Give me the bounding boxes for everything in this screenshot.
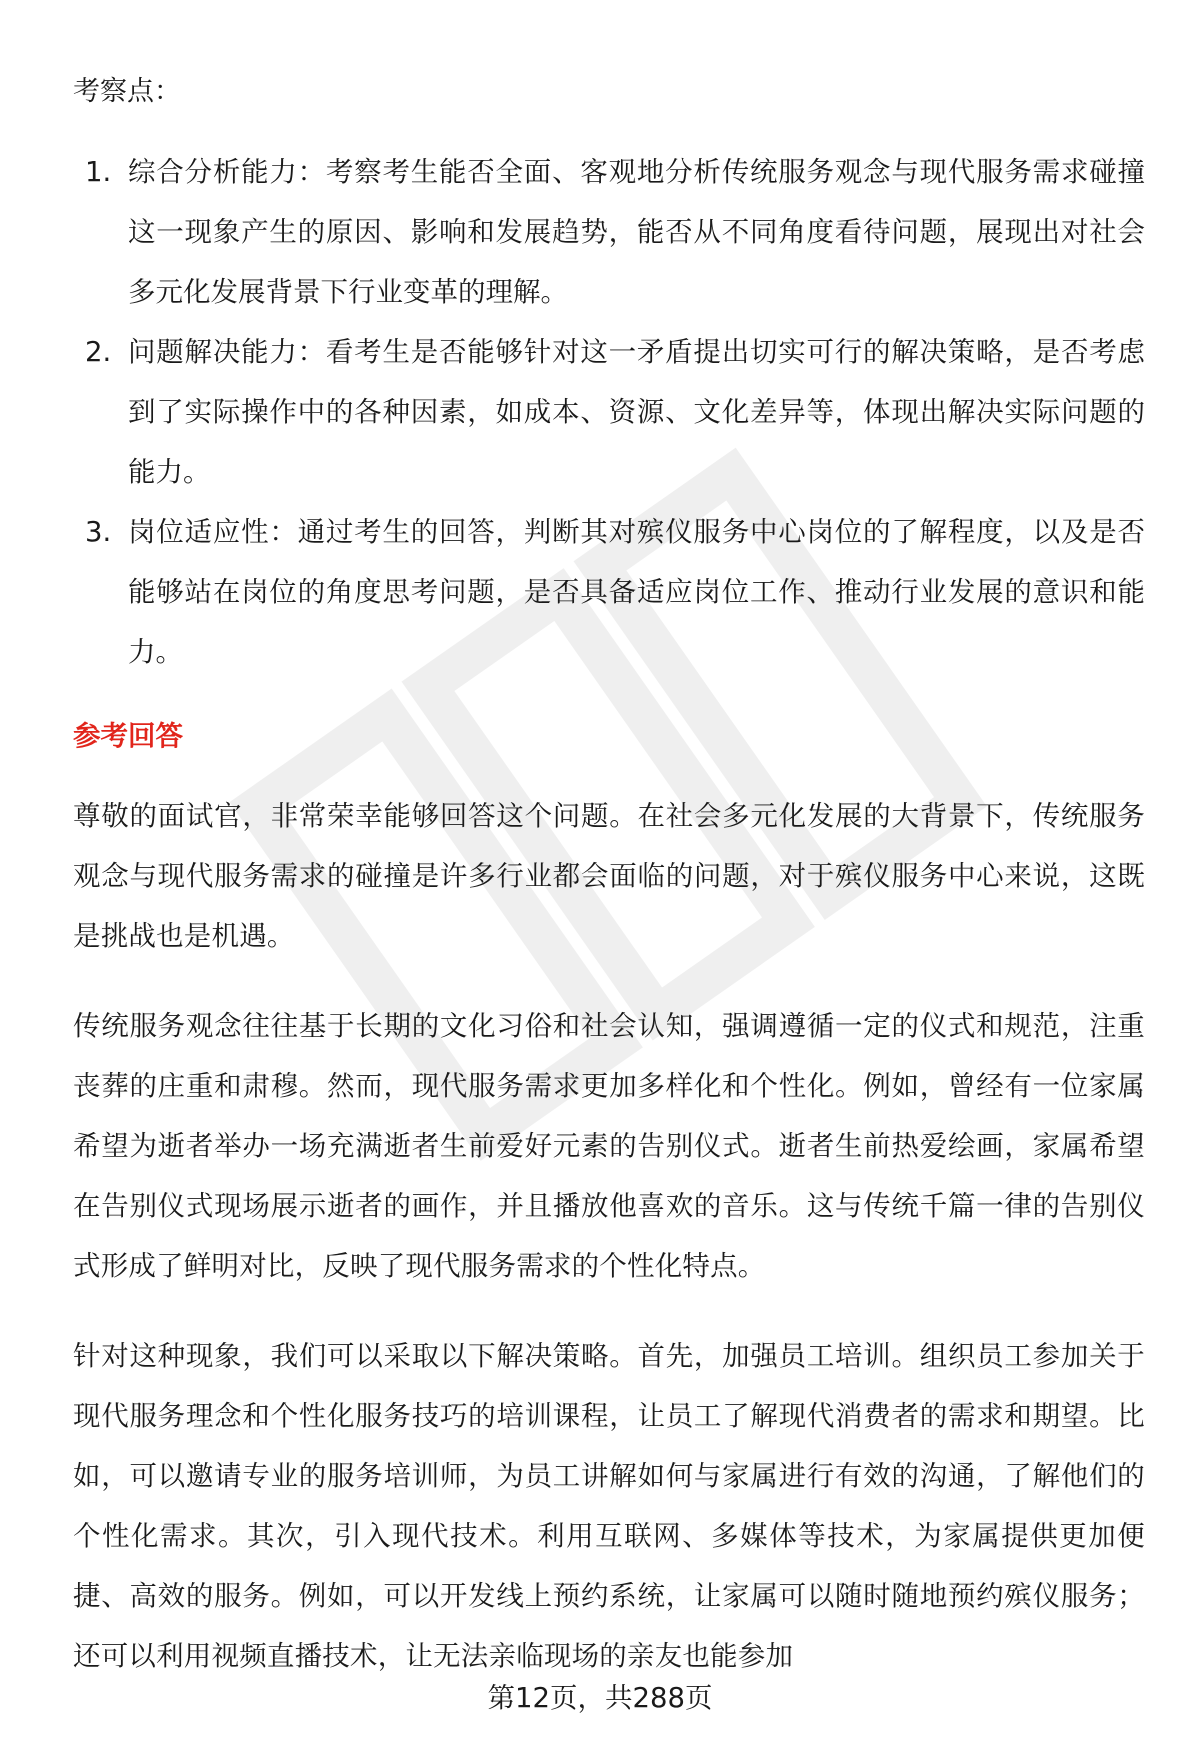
list-item bbox=[73, 142, 1145, 322]
list-item-number: 3. bbox=[85, 516, 112, 548]
answer-heading: 参考回答 bbox=[73, 720, 183, 752]
list-item bbox=[73, 322, 1145, 502]
answer-paragraph: 传统服务观念往往基于长期的文化习俗和社会认知，强调遵循一定的仪式和规范，注重丧葬的庄重和肃穆。然而，现代服务需求更加多样化和个性化。例如，曾经有一位家属希望为逝者举办一场充满逝者生前爱好元素的告别仪式。逝者生前热爱绘画，家属希望在告别仪式现场展示逝者的画作，并且播放他喜欢的音乐。这与传统千篇一律的告别仪式形成了鲜明对比，反映了现代服务需求的个性化特点。 bbox=[73, 1010, 1145, 1282]
answer-paragraph: 尊敬的面试官，非常荣幸能够回答这个问题。在社会多元化发展的大背景下，传统服务观念与现代服务需求的碰撞是许多行业都会面临的问题，对于殡仪服务中心来说，这既是挑战也是机遇。 bbox=[73, 800, 1145, 952]
document-content bbox=[73, 62, 1145, 1716]
list-item-text: 综合分析能力：考察考生能否全面、客观地分析传统服务观念与现代服务需求碰撞这一现象产生的原因、影响和发展趋势，能否从不同角度看待问题，展现出对社会多元化发展背景下行业变革的理解。 bbox=[128, 156, 1145, 308]
list-item-text: 问题解决能力：看考生是否能够针对这一矛盾提出切实可行的解决策略，是否考虑到了实际操作中的各种因素，如成本、资源、文化差异等，体现出解决实际问题的能力。 bbox=[128, 336, 1145, 488]
assessment-points-list bbox=[73, 142, 1145, 682]
list-item bbox=[73, 502, 1145, 682]
list-item-text: 岗位适应性：通过考生的回答，判断其对殡仪服务中心岗位的了解程度，以及是否能够站在岗位的角度思考问题，是否具备适应岗位工作、推动行业发展的意识和能力。 bbox=[128, 516, 1145, 668]
list-item-number: 1. bbox=[85, 156, 112, 188]
list-item-number: 2. bbox=[85, 336, 112, 368]
answer-paragraph: 针对这种现象，我们可以采取以下解决策略。首先，加强员工培训。组织员工参加关于现代服务理念和个性化服务技巧的培训课程，让员工了解现代消费者的需求和期望。比如，可以邀请专业的服务培训师，为员工讲解如何与家属进行有效的沟通，了解他们的个性化需求。其次，引入现代技术。利用互联网、多媒体等技术，为家属提供更加便捷、高效的服务。例如，可以开发线上预约系统，让家属可以随时随地预约殡仪服务；还可以利用视频直播技术，让无法亲临现场的亲友也能参加 bbox=[73, 1340, 1145, 1672]
page-number-footer: 第12页，共288页 bbox=[487, 1682, 713, 1714]
intro-label: 考察点： bbox=[73, 76, 181, 107]
